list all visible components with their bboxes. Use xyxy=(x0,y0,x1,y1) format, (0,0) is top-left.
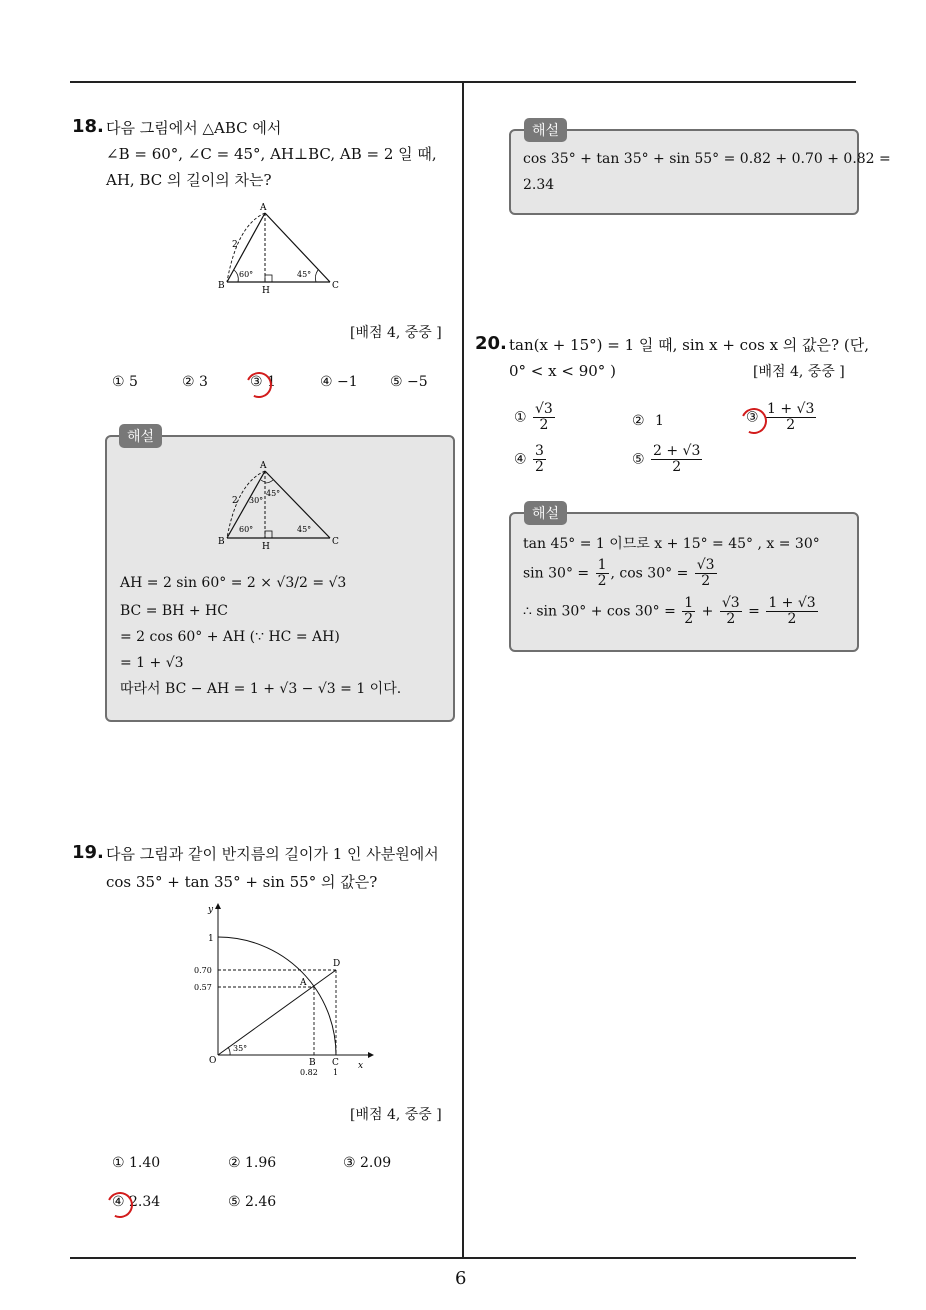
q18-sol-label-b: B xyxy=(218,537,225,547)
q19-label-x: x xyxy=(358,1061,364,1071)
q18-choice-4[interactable]: ④ −1 xyxy=(320,374,358,390)
q20-choice-1-mark: ① xyxy=(514,409,527,426)
q20-choice-5[interactable] xyxy=(632,444,704,475)
q18-solution-line4: = 1 + √3 xyxy=(120,655,184,671)
q20-choice-4-fraction: $\frac{3}{2}$ xyxy=(535,443,544,475)
q18-solution-line1: AH = 2 sin 60° = 2 × √3/2 = √3 xyxy=(120,575,347,591)
q18-sol-label-c: C xyxy=(332,537,339,547)
q19-label-a: A xyxy=(300,978,307,988)
q20-choice-5-mark: ⑤ xyxy=(632,451,645,468)
q20-line2: 0° < x < 90° ) xyxy=(509,362,616,380)
q19-solution-line1: cos 35° + tan 35° + sin 55° = 0.82 + 0.70 + 0.82 = xyxy=(523,151,891,167)
q19-line2: cos 35° + tan 35° + sin 55° 의 값은? xyxy=(106,873,378,891)
q18-label-c: C xyxy=(332,281,339,291)
q18-label-ab: 2 xyxy=(232,240,238,250)
q18-number: 18. xyxy=(72,116,104,137)
q18-triangle-figure xyxy=(215,200,345,295)
q19-label-1y: 1 xyxy=(208,934,214,944)
q18-line1: 다음 그림에서 △ABC 에서 xyxy=(106,119,282,137)
q19-choice-3[interactable]: ③ 2.09 xyxy=(343,1155,392,1171)
q20-solution-line1: tan 45° = 1 이므로 x + 15° = 45° , x = 30° xyxy=(523,536,820,552)
q19-line1: 다음 그림과 같이 반지름의 길이가 1 인 사분원에서 xyxy=(106,845,439,863)
q18-choice-5[interactable]: ⑤ −5 xyxy=(390,374,428,390)
column-divider xyxy=(462,83,464,1258)
q19-label-c: C xyxy=(332,1058,339,1068)
q18-label-h: H xyxy=(262,286,270,295)
q19-label-d: D xyxy=(333,959,341,969)
q20-score: [배점 4, 중중 ] xyxy=(753,364,845,380)
q19-label-angle: 35° xyxy=(233,1044,248,1053)
q19-label-082: 0.82 xyxy=(300,1068,318,1077)
q20-choice-1[interactable] xyxy=(514,402,557,433)
q18-solution-line5: 따라서 BC − AH = 1 + √3 − √3 = 1 이다. xyxy=(120,681,402,697)
q19-quarter-circle-figure xyxy=(190,900,375,1080)
q18-choice-1[interactable]: ① 5 xyxy=(112,374,138,390)
q19-label-y: y xyxy=(208,905,214,915)
q20-solution-line2: sin 30° = $\frac{1}{2}$ , cos 30° = $\frac{√3}{2}$ xyxy=(523,557,715,589)
q18-sol-angle-a2: 45° xyxy=(266,489,281,498)
q20-choice-2-value: 1 xyxy=(655,413,664,429)
q20-solution-line3: ∴ sin 30° + cos 30° = $\frac{1}{2}$ + $\frac{√3}{2}$ = $\frac{1 + √3}{2}$ xyxy=(523,595,816,627)
q20-choice-3-fraction: $\frac{1 + √3}{2}$ xyxy=(767,401,815,433)
q18-angle-b: 60° xyxy=(239,270,254,279)
q18-score: [배점 4, 중중 ] xyxy=(350,325,442,341)
q18-sol-angle-a1: 30° xyxy=(249,496,264,505)
q20-choice-5-fraction: $\frac{2 + √3}{2}$ xyxy=(653,443,701,475)
q20-number: 20. xyxy=(475,333,507,354)
q18-label-a: A xyxy=(260,203,267,213)
q19-solution-line2: 2.34 xyxy=(523,177,555,193)
q18-choice-2[interactable]: ② 3 xyxy=(182,374,208,390)
q18-sol-label-ab: 2 xyxy=(232,496,238,506)
q18-line3: AH, BC 의 길이의 차는? xyxy=(106,171,272,189)
q18-sol-label-a: A xyxy=(260,461,267,471)
q19-solution-tag: 해설 xyxy=(524,118,567,142)
q19-label-b: B xyxy=(309,1058,316,1068)
q18-solution-figure xyxy=(215,458,345,550)
q18-sol-label-h: H xyxy=(262,542,270,550)
page-number: 6 xyxy=(455,1268,467,1289)
q18-line2: ∠B = 60°, ∠C = 45°, AH⊥BC, AB = 2 일 때, xyxy=(106,145,437,163)
q20-choice-3-mark: ③ xyxy=(746,409,759,426)
q19-label-o: O xyxy=(209,1056,217,1066)
q20-line1: tan(x + 15°) = 1 일 때, sin x + cos x 의 값은? (단, xyxy=(509,336,869,354)
q19-label-070: 0.70 xyxy=(194,966,212,975)
q18-label-b: B xyxy=(218,281,225,291)
q19-choice-1[interactable]: ① 1.40 xyxy=(112,1155,161,1171)
q19-label-1x: 1 xyxy=(333,1068,339,1077)
q18-solution-line2: BC = BH + HC xyxy=(120,603,228,619)
q20-choice-2-mark: ② xyxy=(632,413,645,429)
q19-choice-5[interactable]: ⑤ 2.46 xyxy=(228,1194,277,1210)
q18-solution-tag: 해설 xyxy=(119,424,162,448)
q20-choice-2[interactable] xyxy=(632,413,664,429)
q18-choice-3[interactable]: ③ 1 xyxy=(250,374,276,390)
q19-label-057: 0.57 xyxy=(194,983,212,992)
q20-choice-4[interactable] xyxy=(514,444,548,475)
q20-solution-tag: 해설 xyxy=(524,501,567,525)
q19-score: [배점 4, 중중 ] xyxy=(350,1107,442,1123)
q20-choice-4-mark: ④ xyxy=(514,451,527,468)
q18-solution-line3: = 2 cos 60° + AH (∵ HC = AH) xyxy=(120,629,340,645)
q18-sol-angle-b: 60° xyxy=(239,525,254,534)
q19-choice-2[interactable]: ② 1.96 xyxy=(228,1155,277,1171)
q18-sol-angle-c: 45° xyxy=(297,525,312,534)
bottom-rule xyxy=(70,1257,856,1259)
q19-choice-4[interactable]: ④ 2.34 xyxy=(112,1194,161,1210)
q20-choice-1-fraction: $\frac{√3}{2}$ xyxy=(535,401,553,433)
q18-angle-c: 45° xyxy=(297,270,312,279)
q19-number: 19. xyxy=(72,842,104,863)
